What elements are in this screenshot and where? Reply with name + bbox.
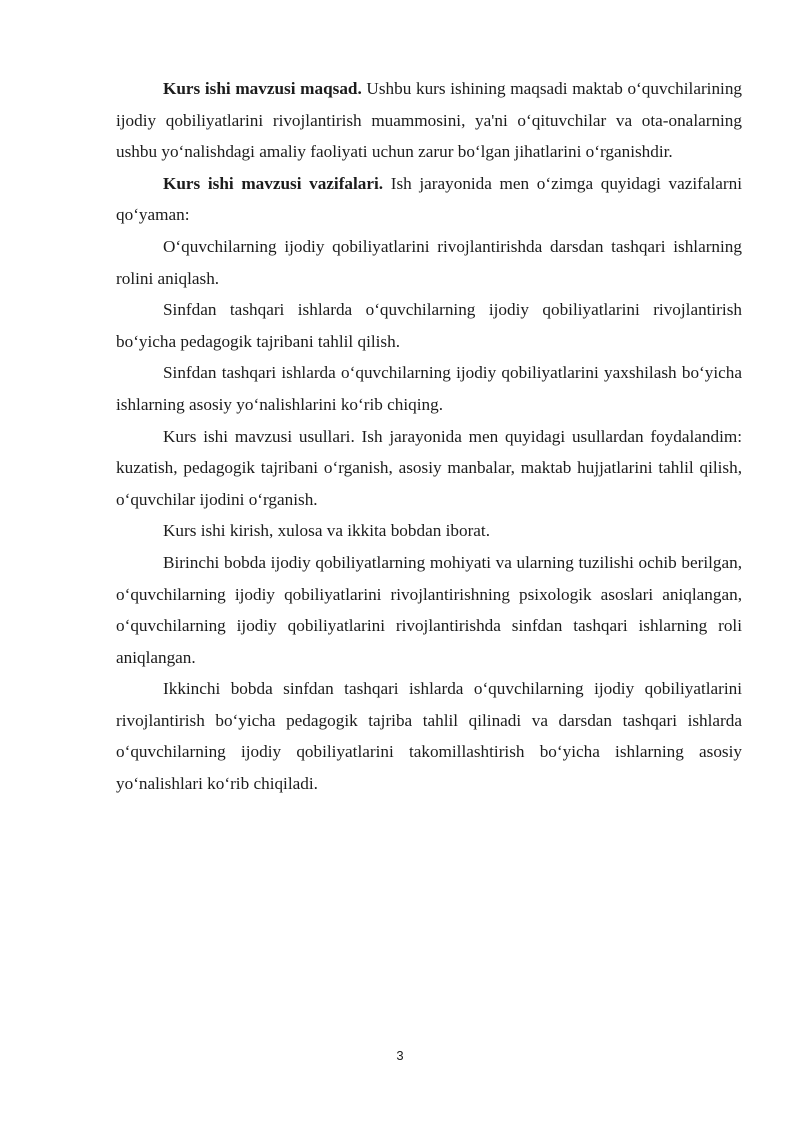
paragraph-structure-text: Kurs ishi kirish, xulosa va ikkita bobdan iborat. <box>163 521 490 541</box>
paragraph-goal <box>116 73 742 168</box>
paragraph-structure <box>116 515 742 547</box>
paragraph-methods <box>116 421 742 516</box>
paragraph-task-1-text: O‘quvchilarning ijodiy qobiliyatlarini rivojlantirishda darsdan tashqari ishlarning rolini aniqlash. <box>116 236 742 288</box>
paragraph-goal-heading: Kurs ishi mavzusi maqsad. <box>163 79 362 98</box>
paragraph-task-3-text: Sinfdan tashqari ishlarda o‘quvchilarning ijodiy qobiliyatlarini yaxshilash bo‘yicha ishlarning asosiy yo‘nalishlarini ko‘rib chiqing. <box>116 363 742 414</box>
paragraph-chapter-2-text: Ikkinchi bobda sinfdan tashqari ishlarda o‘quvchilarning ijodiy qobiliyatlarini rivojlantirish bo‘yicha pedagogik tajriba tahlil qilinadi va darsdan tashqari ishlarda o‘quvchilarning ijodiy qobiliyatlarini takomillashtirish bo‘yicha ishlarning asosiy yo‘nalishlari ko‘rib chiqiladi. <box>116 679 742 794</box>
page-number: 3 <box>396 1048 404 1063</box>
paragraph-tasks <box>116 168 742 231</box>
paragraph-task-2-text: Sinfdan tashqari ishlarda o‘quvchilarning ijodiy qobiliyatlarini rivojlantirish bo‘yicha pedagogik tajribani tahlil qilish. <box>116 300 742 351</box>
paragraph-chapter-2 <box>116 673 742 799</box>
paragraph-chapter-1-text: Birinchi bobda ijodiy qobiliyatlarning mohiyati va ularning tuzilishi ochib berilgan, o‘quvchilarning ijodiy qobiliyatlarini rivojlantirishning psixologik asoslari aniqlangan, o‘quvchilarning ijodiy qobiliyatlarini rivojlantirishda sinfdan tashqari ishlarning roli aniqlangan. <box>116 552 742 667</box>
paragraph-task-3 <box>116 357 742 420</box>
paragraph-methods-text: Kurs ishi mavzusi usullari. Ish jarayonida men quyidagi usullardan foydalandim: kuzatish, pedagogik tajribani o‘rganish, asosiy manbalar, maktab hujjatlarini tahlil qilish, o‘quvchilar ijodini o‘rganish. <box>116 426 742 509</box>
paragraph-chapter-1 <box>116 547 742 673</box>
paragraph-tasks-heading: Kurs ishi mavzusi vazifalari. <box>163 173 384 193</box>
paragraph-tasks-text: Ish jarayonida men o‘zimga quyidagi vazifalarni qo‘yaman: <box>116 173 742 225</box>
body-text <box>116 73 742 800</box>
paragraph-task-1 <box>116 231 742 294</box>
paragraph-task-2 <box>116 294 742 357</box>
paragraph-goal-text: Ushbu kurs ishining maqsadi maktab o‘quvchilarining ijodiy qobiliyatlarini rivojlantirish muammosini, ya'ni o‘qituvchilar va ota-onalarning ushbu yo‘nalishdagi amaliy faoliyati uchun zarur bo‘lgan jihatlarini o‘rganishdir. <box>116 79 743 162</box>
